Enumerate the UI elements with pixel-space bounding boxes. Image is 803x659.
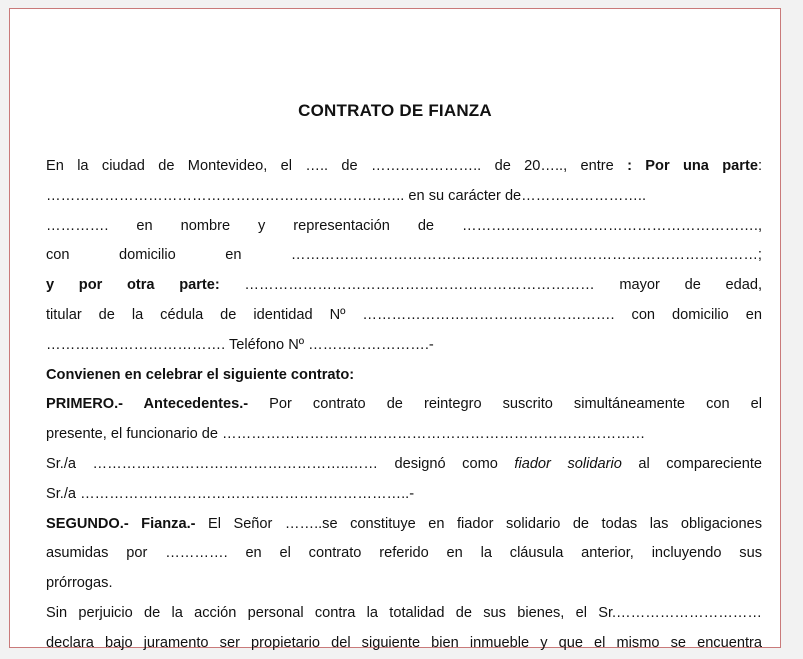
text-line (46, 510, 762, 540)
document-body (46, 152, 762, 659)
text-line (46, 480, 762, 510)
italic-text-segment: fiador solidario (514, 455, 622, 472)
bold-text-segment: PRIMERO.- Antecedentes.- (46, 396, 249, 413)
text-line (46, 361, 762, 391)
text-line (46, 629, 762, 659)
text-segment: Sr./a …………………………………………………………..- (46, 485, 415, 502)
text-segment: En la ciudad de Montevideo, el ….. de ………………….. de 20….., entre (46, 158, 628, 174)
text-segment: Por contrato de reintegro suscrito simultáneamente con el (248, 396, 762, 413)
text-segment: asumidas por …………. en el contrato referido en la cláusula anterior, incluyendo sus (46, 545, 762, 562)
text-segment: ……………………………………………………………… mayor de edad, (219, 277, 762, 294)
text-segment: El Señor ……..se constituye en fiador solidario de todas las obligaciones (195, 515, 762, 532)
document-title: CONTRATO DE FIANZA (298, 101, 492, 120)
text-line (46, 539, 762, 569)
text-line (46, 450, 762, 480)
text-segment: …………. en nombre y representación de ……………………………………………………., (46, 217, 762, 234)
text-segment: ………………………………. Teléfono Nº …………………….- (46, 336, 434, 353)
text-segment: declara bajo juramento ser propietario del siguiente bien inmueble y que el mismo se encuentra (46, 634, 762, 651)
bold-text-segment: y por otra parte: (46, 277, 220, 294)
text-segment: al compareciente (621, 455, 762, 472)
text-line (46, 599, 762, 629)
bold-text-segment: Convienen en celebrar el siguiente contrato: (46, 366, 355, 383)
text-line (46, 420, 762, 450)
text-line (46, 271, 762, 301)
text-segment: con domicilio en ……………………………………………………………………………………; (46, 247, 762, 264)
bold-text-segment: SEGUNDO.- Fianza.- (46, 515, 196, 532)
text-line (46, 301, 762, 331)
text-line (46, 241, 762, 271)
text-segment: Sr./a ……………………………………………..…… designó como (46, 455, 515, 472)
text-line (46, 182, 762, 212)
document-page (9, 8, 781, 651)
text-line (46, 212, 762, 242)
text-segment: : (757, 158, 762, 174)
text-segment: ……………………………………………………………….. en su carácter de…………………….. (46, 187, 647, 204)
bold-text-segment: : Por una parte (627, 158, 758, 174)
text-line (46, 152, 762, 182)
text-line (46, 331, 762, 361)
text-segment: prórrogas. (46, 575, 113, 592)
text-segment: Sin perjuicio de la acción personal contra la totalidad de sus bienes, el Sr.………………………… (46, 604, 762, 621)
text-line (46, 569, 762, 599)
text-line (46, 390, 762, 420)
text-segment: presente, el funcionario de …………………………………………………………………………… (46, 426, 646, 443)
text-segment: titular de la cédula de identidad Nº ……………………………………………. con domicilio en (46, 306, 762, 323)
